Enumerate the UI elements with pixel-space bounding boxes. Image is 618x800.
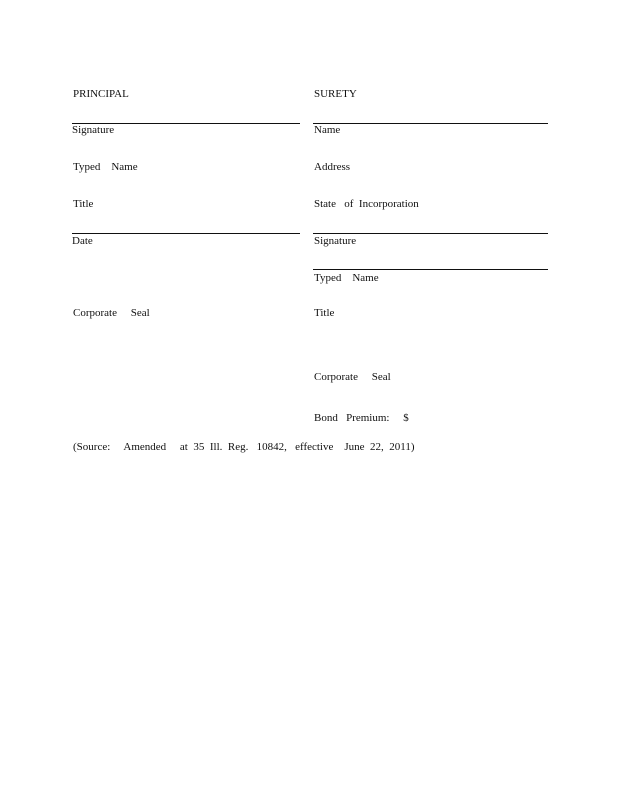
surety-typed-name-line	[313, 269, 548, 270]
principal-heading: PRINCIPAL	[73, 88, 129, 100]
principal-title-label: Title	[73, 198, 94, 210]
surety-state-label: State of Incorporation	[314, 198, 419, 210]
surety-signature-label: Signature	[314, 235, 357, 247]
surety-heading: SURETY	[314, 88, 357, 100]
surety-typed-name-label: Typed Name	[314, 272, 379, 284]
principal-date-line	[72, 233, 300, 234]
surety-bond-premium-label: Bond Premium: $	[314, 412, 409, 424]
surety-title-label: Title	[314, 307, 335, 319]
surety-signature-line	[313, 233, 548, 234]
principal-typed-name-label: Typed Name	[73, 161, 138, 173]
surety-name-label: Name	[314, 124, 341, 136]
source-note: (Source: Amended at 35 Ill. Reg. 10842, effective June 22, 2011)	[73, 441, 415, 453]
principal-signature-label: Signature	[72, 124, 115, 136]
principal-corporate-seal-label: Corporate Seal	[73, 307, 150, 319]
surety-name-line	[313, 123, 548, 124]
principal-date-label: Date	[72, 235, 93, 247]
surety-address-label: Address	[314, 161, 351, 173]
surety-corporate-seal-label: Corporate Seal	[314, 371, 391, 383]
